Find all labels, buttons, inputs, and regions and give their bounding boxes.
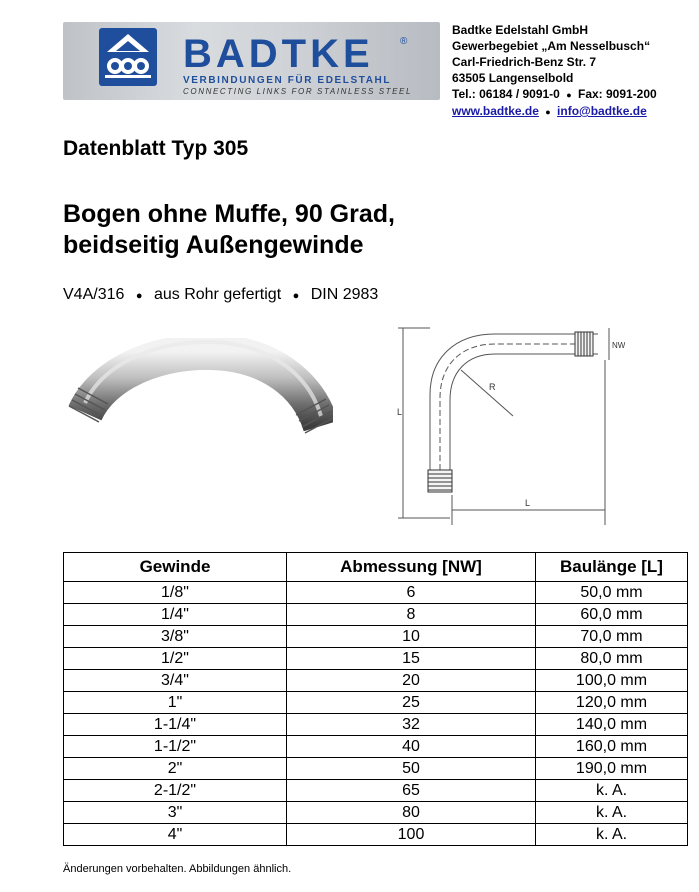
company-area: Gewerbegebiet „Am Nesselbusch“ [452, 39, 651, 53]
logo-mark-icon [99, 28, 157, 86]
logo-tagline-en: CONNECTING LINKS FOR STAINLESS STEEL [183, 87, 413, 96]
table-header-row [64, 553, 688, 582]
product-title-line1: Bogen ohne Muffe, 90 Grad, [63, 200, 395, 228]
cell-abmessung: 40 [287, 736, 536, 758]
table-row [64, 670, 688, 692]
cell-gewinde: 1-1/4" [64, 714, 287, 736]
table-row [64, 758, 688, 780]
footer-note: Änderungen vorbehalten. Abbildungen ähnlich. [63, 863, 292, 875]
logo-registered-mark: ® [400, 36, 408, 47]
table-row [64, 692, 688, 714]
cell-baulaenge: 190,0 mm [536, 758, 688, 780]
cell-abmessung: 10 [287, 626, 536, 648]
cell-abmessung: 80 [287, 802, 536, 824]
cell-gewinde: 1/2" [64, 648, 287, 670]
dimension-table [63, 552, 688, 846]
cell-gewinde: 3/8" [64, 626, 287, 648]
header-abmessung: Abmessung [NW] [287, 553, 536, 582]
cell-gewinde: 2" [64, 758, 287, 780]
logo-brand-text: BADTKE [183, 32, 374, 76]
table-row [64, 802, 688, 824]
company-logo [63, 22, 440, 100]
cell-gewinde: 1/8" [64, 582, 287, 604]
drawing-label-l-horizontal: L [525, 498, 531, 508]
cell-abmessung: 32 [287, 714, 536, 736]
cell-baulaenge: k. A. [536, 780, 688, 802]
bullet-separator: ● [566, 90, 572, 100]
table-row [64, 714, 688, 736]
bullet-separator: ● [135, 290, 143, 302]
cell-gewinde: 1" [64, 692, 287, 714]
sheet-title: Datenblatt Typ 305 [63, 137, 249, 160]
table-row [64, 648, 688, 670]
header-baulaenge: Baulänge [L] [536, 553, 688, 582]
company-links [452, 103, 692, 120]
logo-tagline-de: VERBINDUNGEN FÜR EDELSTAHL [183, 75, 392, 86]
cell-abmessung: 25 [287, 692, 536, 714]
spec-standard: DIN 2983 [310, 286, 379, 303]
product-photo [63, 338, 333, 458]
cell-abmessung: 20 [287, 670, 536, 692]
cell-baulaenge: 120,0 mm [536, 692, 688, 714]
spec-material: V4A/316 [63, 286, 125, 303]
company-name: Badtke Edelstahl GmbH [452, 23, 589, 37]
spec-manufacture: aus Rohr gefertigt [153, 286, 282, 303]
cell-gewinde: 3/4" [64, 670, 287, 692]
company-phone-fax [452, 86, 692, 103]
cell-gewinde: 3" [64, 802, 287, 824]
drawing-label-l-vertical: L [397, 407, 403, 417]
cell-baulaenge: 60,0 mm [536, 604, 688, 626]
company-phone: Tel.: 06184 / 9091-0 [452, 87, 560, 101]
company-city: 63505 Langenselbold [452, 71, 574, 85]
table-row [64, 824, 688, 846]
cell-gewinde: 1/4" [64, 604, 287, 626]
bullet-separator: ● [545, 107, 551, 117]
cell-baulaenge: 160,0 mm [536, 736, 688, 758]
cell-gewinde: 1-1/2" [64, 736, 287, 758]
cell-abmessung: 100 [287, 824, 536, 846]
cell-abmessung: 65 [287, 780, 536, 802]
bullet-separator: ● [292, 290, 300, 302]
table-row [64, 582, 688, 604]
cell-abmessung: 50 [287, 758, 536, 780]
table-row [64, 780, 688, 802]
cell-baulaenge: 100,0 mm [536, 670, 688, 692]
cell-gewinde: 4" [64, 824, 287, 846]
product-title-line2: beidseitig Außengewinde [63, 231, 364, 259]
table-row [64, 604, 688, 626]
product-title [63, 199, 623, 261]
cell-gewinde: 2-1/2" [64, 780, 287, 802]
company-fax: Fax: 9091-200 [577, 87, 657, 101]
cell-baulaenge: 70,0 mm [536, 626, 688, 648]
cell-baulaenge: 140,0 mm [536, 714, 688, 736]
table-row [64, 626, 688, 648]
table-row [64, 736, 688, 758]
website-link[interactable]: www.badtke.de [452, 104, 539, 118]
drawing-label-nw: NW [612, 341, 625, 350]
cell-baulaenge: k. A. [536, 824, 688, 846]
cell-baulaenge: 50,0 mm [536, 582, 688, 604]
technical-drawing [395, 320, 625, 530]
cell-baulaenge: k. A. [536, 802, 688, 824]
email-link[interactable]: info@badtke.de [557, 104, 647, 118]
cell-baulaenge: 80,0 mm [536, 648, 688, 670]
cell-abmessung: 15 [287, 648, 536, 670]
drawing-label-r: R [489, 382, 496, 392]
cell-abmessung: 8 [287, 604, 536, 626]
company-address [452, 22, 692, 120]
cell-abmessung: 6 [287, 582, 536, 604]
header-gewinde: Gewinde [64, 553, 287, 582]
company-street: Carl-Friedrich-Benz Str. 7 [452, 55, 597, 69]
spec-line [63, 286, 378, 304]
